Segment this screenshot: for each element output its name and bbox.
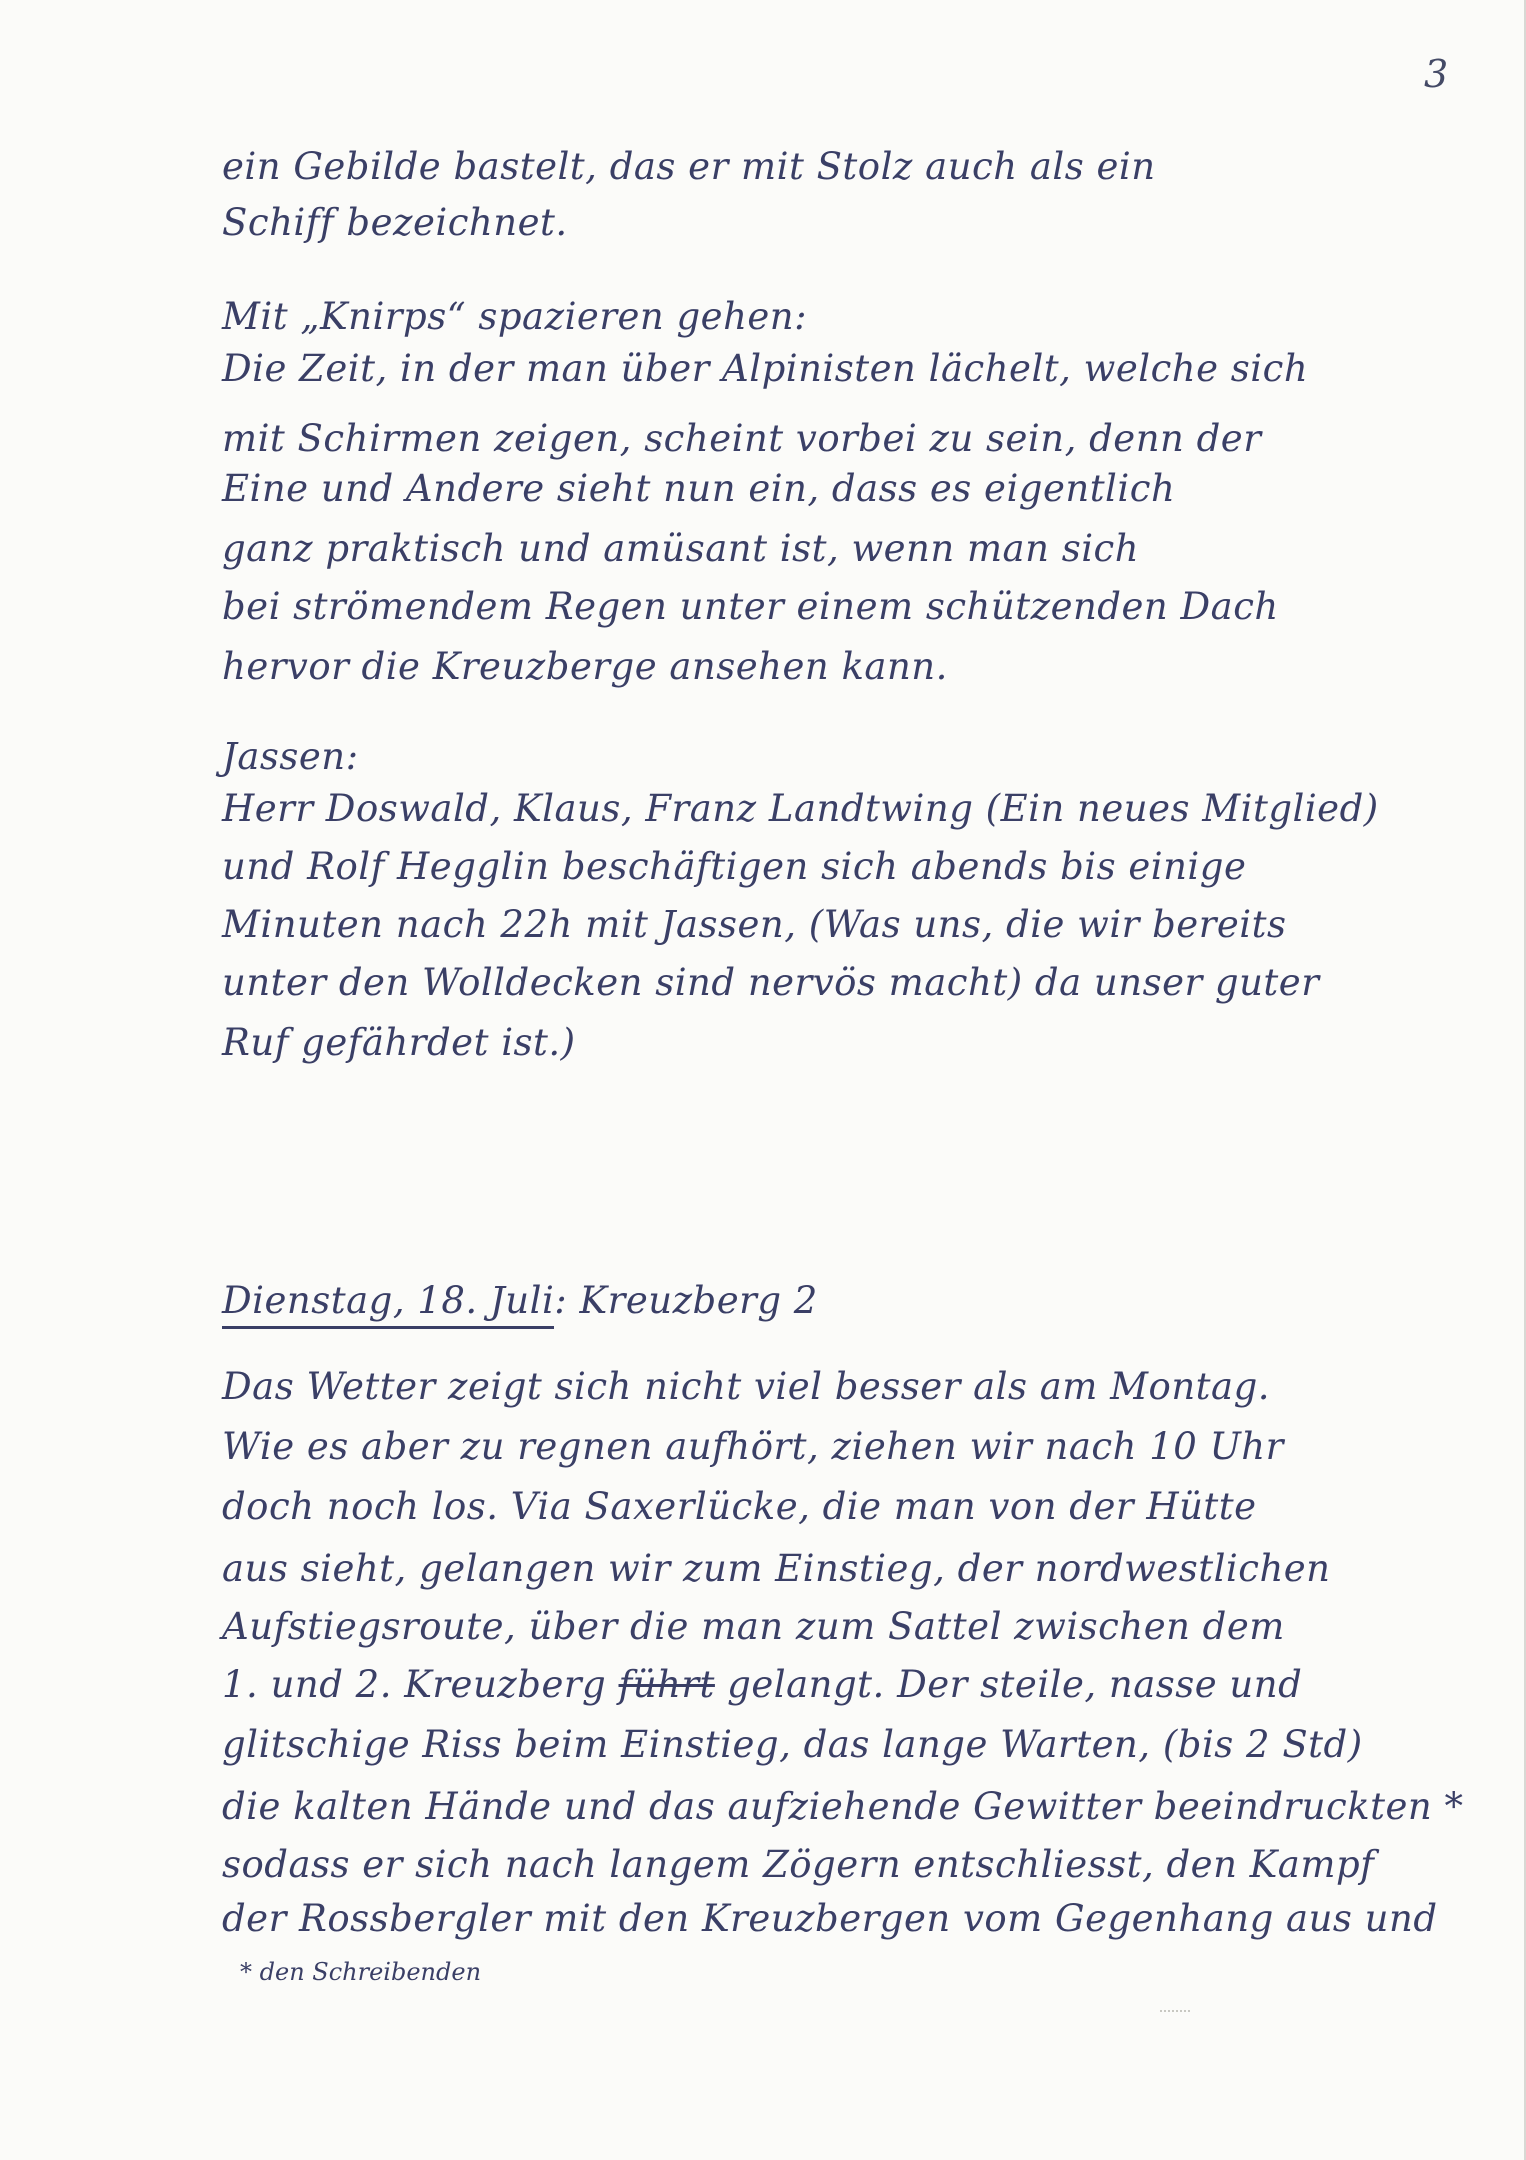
text-line: Herr Doswald, Klaus, Franz Landtwing (Ein neues Mitglied) xyxy=(222,787,1379,830)
text-line: mit Schirmen zeigen, scheint vorbei zu sein, denn der xyxy=(222,417,1262,460)
text-fragment: 1. und 2. Kreuzberg xyxy=(222,1663,619,1706)
text-line: doch noch los. Via Saxerlücke, die man von der Hütte xyxy=(222,1485,1257,1528)
text-line: Ruf gefährdet ist.) xyxy=(222,1021,576,1064)
text-line: Minuten nach 22h mit Jassen, (Was uns, die wir bereits xyxy=(222,903,1287,946)
text-line: Schiff bezeichnet. xyxy=(222,201,568,244)
text-line-with-correction xyxy=(222,1663,1303,1706)
text-line: glitschige Riss beim Einstieg, das lange Warten, (bis 2 Std) xyxy=(222,1723,1363,1766)
pencil-smudge xyxy=(1160,2010,1190,2015)
text-line: sodass er sich nach langem Zögern entschliesst, den Kampf xyxy=(222,1843,1375,1886)
text-line: Aufstiegsroute, über die man zum Sattel zwischen dem xyxy=(222,1605,1285,1648)
text-line: der Rossbergler mit den Kreuzbergen vom Gegenhang aus und xyxy=(222,1897,1438,1940)
day-heading xyxy=(222,1279,818,1322)
text-line: und Rolf Hegglin beschäftigen sich abends bis einige xyxy=(222,845,1247,888)
text-line: die kalten Hände und das aufziehende Gewitter beeindruckten * xyxy=(222,1785,1464,1828)
footnote: * den Schreibenden xyxy=(240,1958,482,1986)
text-line: Das Wetter zeigt sich nicht viel besser als am Montag. xyxy=(222,1365,1271,1408)
day-heading-title: : Kreuzberg 2 xyxy=(554,1279,818,1322)
text-fragment: gelangt. Der steile, nasse und xyxy=(714,1663,1303,1706)
page-number: 3 xyxy=(1424,52,1449,96)
section-heading-jassen: Jassen: xyxy=(222,735,359,778)
text-line: ganz praktisch und amüsant ist, wenn man sich xyxy=(222,527,1140,570)
section-heading-knirps: Mit „Knirps“ spazieren gehen: xyxy=(222,295,808,338)
text-line: ein Gebilde bastelt, das er mit Stolz auch als ein xyxy=(222,145,1156,188)
text-line: Eine und Andere sieht nun ein, dass es eigentlich xyxy=(222,467,1176,510)
text-line: hervor die Kreuzberge ansehen kann. xyxy=(222,645,948,688)
struck-word: führt xyxy=(618,1663,715,1706)
text-line: Die Zeit, in der man über Alpinisten lächelt, welche sich xyxy=(222,347,1309,390)
text-line: Wie es aber zu regnen aufhört, ziehen wir nach 10 Uhr xyxy=(222,1425,1284,1468)
text-line: aus sieht, gelangen wir zum Einstieg, der nordwestlichen xyxy=(222,1547,1331,1590)
day-heading-date: Dienstag, 18. Juli xyxy=(222,1279,554,1329)
text-line: bei strömendem Regen unter einem schützenden Dach xyxy=(222,585,1279,628)
text-line: unter den Wolldecken sind nervös macht) da unser guter xyxy=(222,961,1320,1004)
